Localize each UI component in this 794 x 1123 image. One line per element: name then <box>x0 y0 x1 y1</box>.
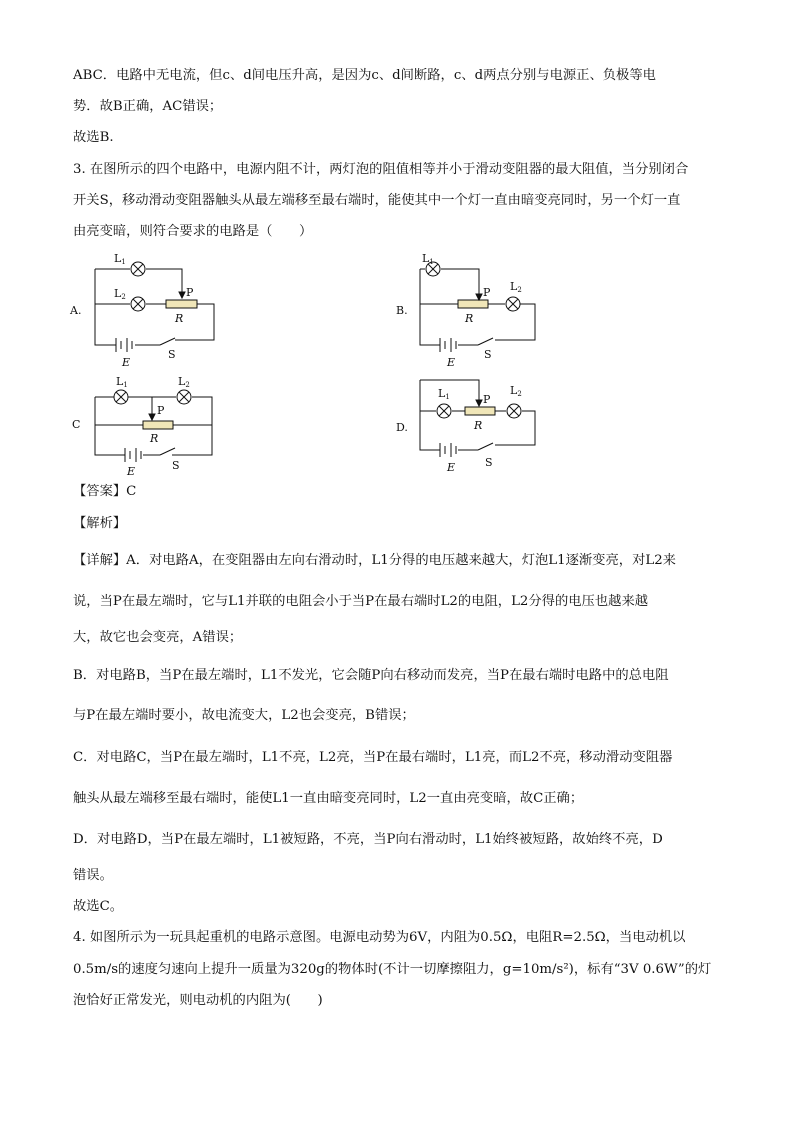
circuit-a <box>95 269 214 352</box>
analysis-label: 【解析】 <box>73 516 127 531</box>
question-3-line-3: 由亮变暗，则符合要求的电路是（ ） <box>73 224 313 239</box>
lamp-icon <box>177 390 191 404</box>
label-e: E <box>447 356 456 369</box>
label-b: B. <box>396 304 408 317</box>
label-p: P <box>483 286 491 299</box>
detail-line-1: 【详解】A．对电路A，在变阻器由左向右滑动时，L1分得的电压越来越大，灯泡L1逐渐变亮，对L2来 <box>73 553 676 568</box>
label-l1: L1 <box>114 252 126 266</box>
label-p: P <box>157 404 165 417</box>
label-s: S <box>172 459 180 472</box>
label-e: E <box>122 356 131 369</box>
lamp-icon <box>506 297 520 311</box>
lamp-icon <box>437 404 451 418</box>
label-l1: L1 <box>422 252 434 266</box>
label-l2: L2 <box>510 280 522 294</box>
label-r: R <box>175 312 184 325</box>
detail-line-3: 大，故它也会变亮，A错误； <box>73 630 243 645</box>
question-3-line-2: 开关S，移动滑动变阻器触头从最左端移至最右端时，能使其中一个灯一直由暗变亮同时，另一个灯一直 <box>73 193 681 208</box>
label-r: R <box>150 432 159 445</box>
label-s: S <box>485 456 493 469</box>
label-p: P <box>483 393 491 406</box>
lamp-icon <box>507 404 521 418</box>
question-4-line-2: 0.5m/s的速度匀速向上提升一质量为320g的物体时(不计一切摩擦阻力，g=10m/s²)，标有“3V 0.6W”的灯 <box>73 962 712 977</box>
question-4-line-3: 泡恰好正常发光，则电动机的内阻为( ) <box>73 993 323 1008</box>
text-line-1: ABC．电路中无电流，但c、d间电压升高，是因为c、d间断路，c、d两点分别与电源正、负极等电 <box>73 68 656 83</box>
label-e: E <box>127 465 136 478</box>
detail-line-10: 故选C。 <box>73 899 124 914</box>
label-l2: L2 <box>178 375 190 389</box>
detail-line-8: D．对电路D，当P在最左端时，L1被短路，不亮，当P向右滑动时，L1始终被短路，故始终不亮，D <box>73 832 663 847</box>
detail-line-4: B．对电路B，当P在最左端时，L1不发光，它会随P向右移动而发亮，当P在最右端时电路中的总电阻 <box>73 668 669 683</box>
detail-line-6: C．对电路C，当P在最左端时，L1不亮，L2亮，当P在最右端时，L1亮，而L2不亮，移动滑动变阻器 <box>73 750 673 765</box>
answer-label: 【答案】C <box>73 484 137 499</box>
lamp-icon <box>131 297 145 311</box>
circuit-c <box>95 397 212 462</box>
label-c: C <box>72 418 81 431</box>
circuit-b <box>420 269 535 352</box>
label-l1: L1 <box>116 375 128 389</box>
detail-line-5: 与P在最左端时要小，故电流变大，L2也会变亮，B错误； <box>73 708 415 723</box>
label-s: S <box>484 348 492 361</box>
question-4-line-1: 4. 如图所示为一玩具起重机的电路示意图。电源电动势为6V，内阻为0.5Ω，电阻R=2.5Ω，当电动机以 <box>73 930 686 945</box>
detail-line-9: 错误。 <box>73 868 113 883</box>
circuit-diagrams <box>0 0 794 500</box>
label-r: R <box>465 312 474 325</box>
label-l2: L2 <box>114 287 126 301</box>
lamp-icon <box>131 262 145 276</box>
detail-line-2: 说，当P在最左端时，它与L1并联的电阻会小于当P在最右端时L2的电阻，L2分得的电压也越来越 <box>73 594 649 609</box>
detail-line-7: 触头从最左端移至最右端时，能使L1一直由暗变亮同时，L2一直由亮变暗，故C正确； <box>73 791 584 806</box>
label-s: S <box>168 348 176 361</box>
label-r: R <box>474 419 483 432</box>
label-p: P <box>186 286 194 299</box>
label-l1: L1 <box>438 387 450 401</box>
label-d: D. <box>396 421 408 434</box>
text-line-3: 故选B. <box>73 130 114 145</box>
question-3-line-1: 3. 在图所示的四个电路中，电源内阻不计，两灯泡的阻值相等并小于滑动变阻器的最大阻值，当分别闭合 <box>73 162 689 177</box>
lamp-icon <box>114 390 128 404</box>
label-e: E <box>447 461 456 474</box>
text-line-2: 势．故B正确，AC错误； <box>73 99 223 114</box>
label-a: A. <box>70 304 82 317</box>
label-l2: L2 <box>510 384 522 398</box>
